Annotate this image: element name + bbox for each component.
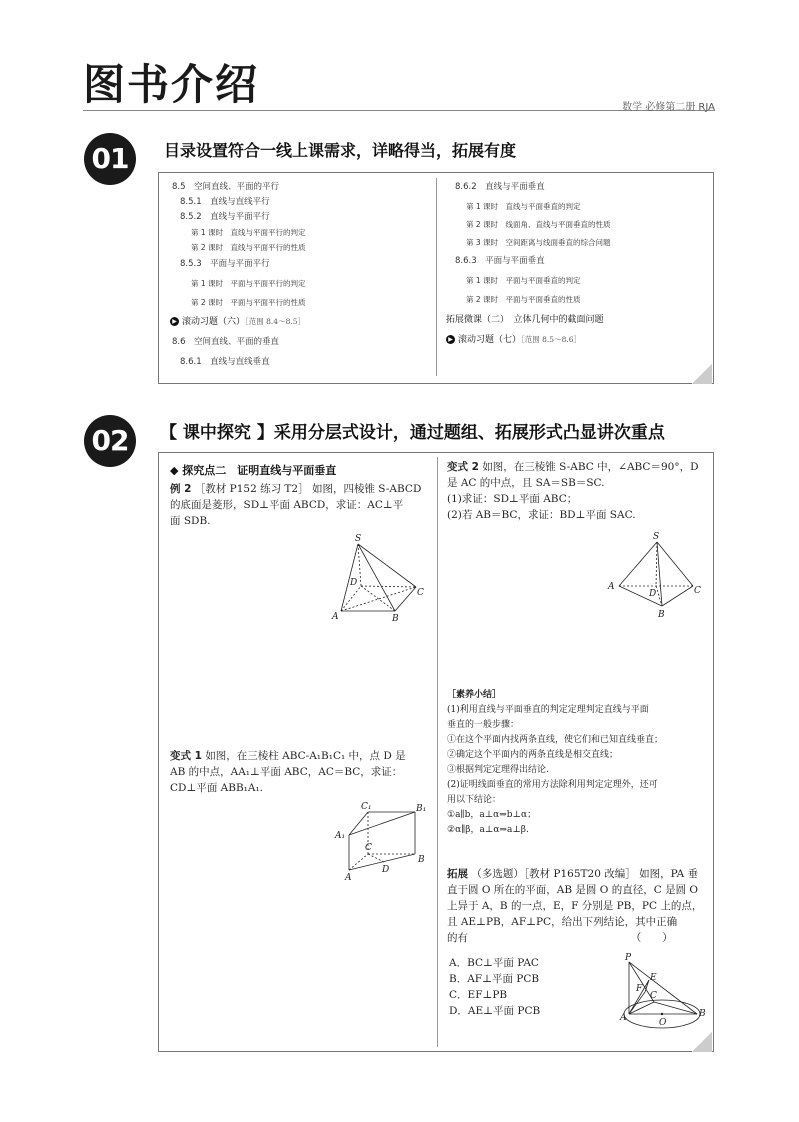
literacy-summary — [447, 688, 709, 838]
example-2 — [170, 481, 432, 529]
play-icon: ▶ — [446, 335, 455, 344]
toc-right-item: 8.6.2 直线与平面垂直 — [455, 182, 545, 192]
toc-left-item: 8.5.2 直线与平面平行 — [180, 212, 270, 222]
toc-right-item: 第 3 课时 空间距离与线面垂直的综合问题 — [466, 238, 611, 247]
fig3-label: C — [365, 843, 372, 853]
toc-left-item: 8.6 空间直线、平面的垂直 — [172, 337, 280, 347]
fig1-label: C — [417, 588, 424, 598]
section-badge-02: 02 — [84, 415, 136, 467]
fig3-label: B — [418, 855, 425, 865]
toc-review-label: 滚动习题（六） — [182, 317, 246, 327]
extension-line: （多选题）［教材 P165T20 改编］ 如图，PA 垂 — [471, 868, 699, 880]
fig3-label: C₁ — [361, 802, 372, 812]
fig2-label: C — [694, 586, 701, 596]
summary-line: ②α∥β，a⊥α⇒a⊥β. — [447, 825, 529, 835]
variant-2-line: 是 AC 的中点，且 SA＝SB＝SC. — [447, 477, 605, 489]
fig2-label: S — [653, 532, 660, 542]
brand-title: 图书介绍 — [83, 60, 260, 109]
section-title-02: 【 课中探究 】采用分层式设计，通过题组、拓展形式凸显讲次重点 — [160, 423, 665, 443]
toc-review-label: 滚动习题（七） — [458, 335, 522, 345]
summary-title: ［素养小结］ — [447, 690, 502, 700]
variant-2-line: 如图，在三棱锥 S-ABC 中，∠ABC＝90°，D — [482, 461, 699, 473]
toc-right-review — [446, 335, 581, 346]
example-2-line: 的底面是菱形，SD⊥平面 ABCD，求证：AC⊥平 — [170, 499, 404, 511]
variant-1-line: CD⊥平面 ABB₁A₁. — [170, 782, 264, 794]
summary-line: 垂直的一般步骤： — [447, 720, 520, 730]
fig4-label: A — [620, 1013, 627, 1023]
toc-right-item: 第 2 课时 平面与平面垂直的性质 — [466, 295, 581, 304]
summary-line: ③根据判定定理得出结论. — [447, 765, 549, 775]
fig4-label: P — [625, 953, 632, 963]
extension-line: 且 AE⊥PB，AF⊥PC，给出下列结论，其中正确 — [447, 916, 678, 928]
options-list — [449, 955, 540, 1019]
variant-1-line: AB 的中点，AA₁⊥平面 ABC，AC＝BC，求证： — [170, 766, 403, 778]
summary-line: 用以下结论： — [447, 795, 502, 805]
fig2-label: A — [608, 582, 615, 592]
extension-line: 上异于 A，B 的一点，E，F 分别是 PB，PC 上的点， — [447, 900, 703, 912]
summary-line: (2)证明线面垂直的常用方法除利用判定定理外，还可 — [447, 780, 658, 790]
extension-label: 拓展 — [447, 868, 468, 880]
option-a: A．BC⊥平面 PAC — [449, 957, 539, 969]
variant-2-line: (2)若 AB＝BC，求证：BD⊥平面 SAC. — [447, 509, 636, 521]
fig2-label: D — [649, 589, 657, 599]
variant-2-label: 变式 2 — [447, 461, 479, 473]
fig1-label: S — [355, 534, 362, 544]
toc-right-item: 第 1 课时 平面与平面垂直的判定 — [466, 276, 581, 285]
variant-1 — [170, 748, 432, 796]
pyramid-figure-1 — [325, 532, 435, 624]
extension-line: 的有 （ ） — [447, 932, 673, 944]
toc-left-item: 8.5 空间直线、平面的平行 — [172, 182, 280, 192]
section-badge-01: 01 — [84, 133, 136, 185]
play-icon: ▶ — [170, 317, 179, 326]
section-title-01: 目录设置符合一线上课需求，详略得当，拓展有度 — [164, 141, 517, 160]
extension-problem — [447, 866, 709, 946]
variant-2-line: (1)求证：SD⊥平面 ABC； — [447, 493, 578, 505]
summary-line: ①在这个平面内找两条直线，使它们和已知直线垂直； — [447, 735, 664, 745]
fig4-label: B — [699, 1009, 706, 1019]
fig4-label: C — [650, 991, 657, 1001]
example-2-line: 面 SDB. — [170, 515, 211, 527]
toc-left-item: 第 2 课时 直线与平面平行的性质 — [191, 243, 306, 252]
fig3-label: A₁ — [335, 831, 346, 841]
toc-review-range: ［范围 8.5～8.6］ — [521, 335, 582, 344]
prism-figure — [332, 800, 432, 882]
summary-line: ①a∥b，a⊥α⇒b⊥α； — [447, 810, 537, 820]
fig1-label: B — [392, 614, 399, 624]
toc-right-item: 第 1 课时 直线与平面垂直的判定 — [466, 202, 581, 211]
fig3-label: D — [382, 865, 390, 875]
page-fold-1 — [692, 364, 712, 384]
fig3-label: B₁ — [416, 804, 427, 814]
toc-left-item: 8.5.1 直线与直线平行 — [180, 197, 270, 207]
toc-left-item: 8.5.3 平面与平面平行 — [180, 259, 270, 269]
summary-line: (1)利用直线与平面垂直的判定定理判定直线与平面 — [447, 705, 649, 715]
lesson-divider — [437, 457, 438, 1047]
pyramid-figure-2 — [605, 530, 705, 620]
summary-line: ②确定这个平面内的两条直线是相交直线； — [447, 750, 619, 760]
toc-left-item: 第 1 课时 平面与平面平行的判定 — [191, 279, 306, 288]
toc-right-item: 拓展微课（二） 立体几何中的截面问题 — [446, 315, 604, 325]
variant-2 — [447, 459, 709, 523]
fig4-label: E — [650, 973, 657, 983]
explore-heading: ◆ 探究点二 证明直线与平面垂直 — [170, 464, 337, 477]
toc-review-range: ［范围 8.4～8.5］ — [245, 317, 306, 326]
option-c: C．EF⊥PB — [449, 989, 508, 1001]
fig4-label: O — [659, 1018, 667, 1028]
book-name: 数学 必修第二册 RJA — [622, 102, 715, 113]
extension-line: 直于圆 O 所在的平面，AB 是圆 O 的直径，C 是圆 O — [447, 884, 699, 896]
option-d: D．AE⊥平面 PCB — [449, 1005, 541, 1017]
fig2-label: B — [658, 610, 665, 620]
toc-left-item: 第 1 课时 直线与平面平行的判定 — [191, 228, 306, 237]
fig1-label: A — [332, 612, 339, 622]
toc-right-item: 第 2 课时 线面角、直线与平面垂直的性质 — [466, 220, 611, 229]
variant-1-label: 变式 1 — [170, 750, 202, 762]
toc-right-item: 8.6.3 平面与平面垂直 — [455, 256, 545, 266]
fig3-label: A — [345, 873, 352, 882]
fig4-label: F — [636, 984, 643, 994]
toc-divider — [436, 178, 437, 376]
toc-left-review — [170, 317, 305, 328]
circle-figure — [618, 952, 710, 1036]
toc-left-item: 第 2 课时 平面与平面平行的性质 — [191, 298, 306, 307]
variant-1-line: 如图，在三棱柱 ABC-A₁B₁C₁ 中，点 D 是 — [205, 750, 406, 762]
fig1-label: D — [350, 578, 358, 588]
example-2-line: ［教材 P152 练习 T2］ 如图，四棱锥 S-ABCD — [194, 483, 422, 495]
example-2-label: 例 2 — [170, 483, 192, 495]
header-rule — [83, 110, 715, 111]
toc-left-item: 8.6.1 直线与直线垂直 — [180, 357, 270, 367]
option-b: B．AF⊥平面 PCB — [449, 973, 540, 985]
